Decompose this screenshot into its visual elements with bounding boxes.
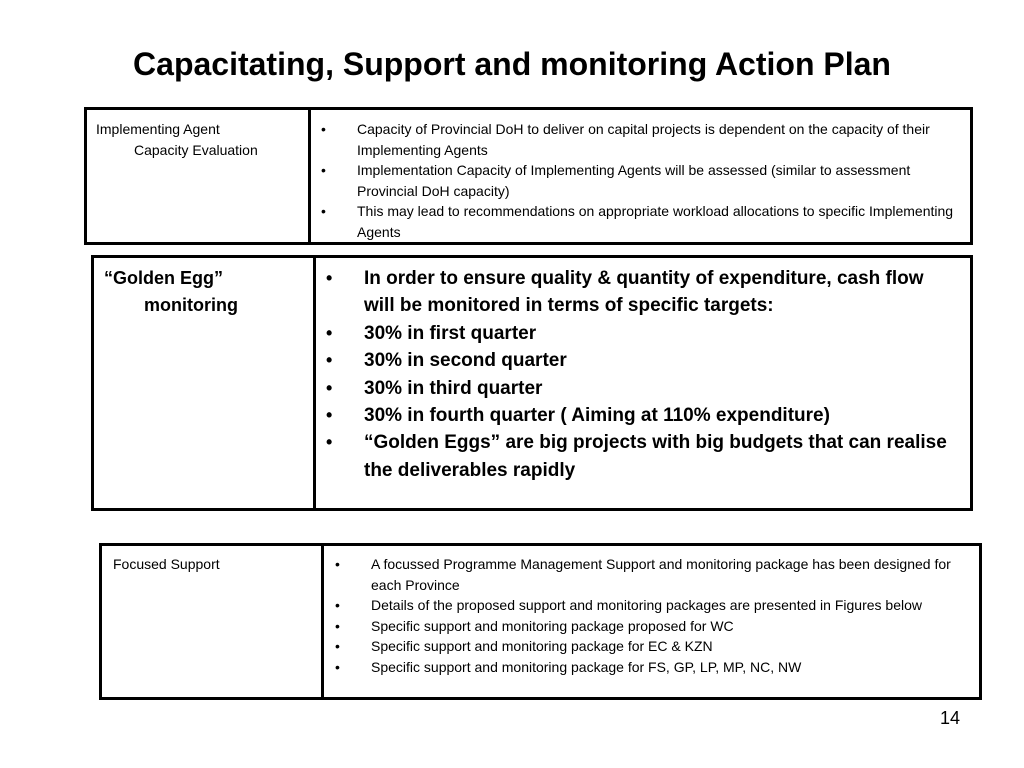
- bullet-item: [326, 402, 958, 429]
- bullet-text: Details of the proposed support and monitoring packages are presented in Figures below: [371, 597, 922, 613]
- bullet-icon: •: [326, 405, 333, 426]
- bullet-text: This may lead to recommendations on appropriate workload allocations to specific Implementing Agents: [357, 203, 954, 240]
- bullet-text: Capacity of Provincial DoH to deliver on capital projects is dependent on the capacity of their Implementing Agents: [357, 121, 930, 158]
- bullet-text: A focussed Programme Management Support and monitoring package has been designed for each Province: [371, 556, 951, 593]
- bullet-text: “Golden Eggs” are big projects with big budgets that can realise the deliverables rapidly: [364, 432, 947, 481]
- bullet-icon: •: [335, 658, 340, 675]
- section-label-cell: [86, 109, 310, 244]
- bullet-item: [326, 320, 958, 347]
- slide-title: Capacitating, Support and monitoring Action Plan: [133, 46, 891, 82]
- bullet-item: [335, 595, 967, 616]
- section-label-line: “Golden Egg”: [104, 268, 223, 288]
- bullet-icon: •: [335, 638, 340, 654]
- bullet-item: [321, 160, 958, 201]
- bullet-icon: •: [326, 268, 333, 288]
- bullet-item: [335, 657, 967, 678]
- bullet-item: [335, 636, 967, 657]
- bullet-item: [335, 616, 967, 637]
- page-number: 14: [939, 708, 960, 728]
- bullet-icon: •: [326, 377, 333, 398]
- bullet-icon: •: [335, 617, 340, 634]
- bullet-text: 30% in fourth quarter ( Aiming at 110% expenditure): [364, 405, 830, 427]
- section-label-line: Capacity Evaluation: [134, 142, 258, 158]
- capacity-evaluation-table: [84, 107, 973, 245]
- bullet-text: Specific support and monitoring package for EC & KZN: [371, 638, 713, 654]
- bullet-icon: •: [321, 203, 326, 219]
- bullet-list: [311, 110, 970, 242]
- bullet-list: [324, 546, 979, 677]
- section-label-cell: [93, 257, 315, 510]
- bullet-item: [326, 429, 958, 484]
- bullet-text: Specific support and monitoring package proposed for WC: [371, 617, 734, 634]
- bullet-list: [316, 258, 970, 484]
- section-label-line: Focused Support: [113, 556, 220, 572]
- bullet-item: [321, 201, 958, 242]
- bullet-icon: •: [326, 322, 333, 343]
- bullet-item: [326, 265, 958, 320]
- bullet-item: [335, 554, 967, 595]
- bullet-icon: •: [335, 556, 340, 572]
- bullet-text: Implementation Capacity of Implementing Agents will be assessed (similar to assessment Provincial DoH capacity): [357, 162, 911, 199]
- section-label-line: Implementing Agent: [96, 121, 220, 137]
- bullet-text: 30% in first quarter: [364, 322, 537, 344]
- bullet-text: 30% in third quarter: [364, 377, 543, 399]
- focused-support-table: [99, 543, 982, 700]
- bullet-text: In order to ensure quality & quantity of expenditure, cash flow will be monitored in terms of specific targets:: [364, 268, 924, 317]
- bullet-icon: •: [321, 121, 326, 137]
- bullet-icon: •: [326, 350, 333, 371]
- section-label-line: monitoring: [144, 295, 238, 315]
- bullet-icon: •: [335, 597, 340, 613]
- bullet-item: [326, 375, 958, 402]
- section-label: [87, 110, 308, 161]
- bullet-text: 30% in second quarter: [364, 350, 567, 372]
- bullet-item: [321, 119, 958, 160]
- section-label-cell: [101, 545, 323, 699]
- section-content-cell: [315, 257, 972, 510]
- golden-egg-monitoring-table: [91, 255, 973, 511]
- bullet-item: [326, 347, 958, 374]
- section-label: [102, 546, 321, 575]
- bullet-text: Specific support and monitoring package for FS, GP, LP, MP, NC, NW: [371, 658, 802, 675]
- section-content-cell: [310, 109, 972, 244]
- section-content-cell: [323, 545, 981, 699]
- bullet-icon: •: [321, 162, 326, 178]
- section-label: [94, 258, 313, 319]
- bullet-icon: •: [326, 432, 333, 453]
